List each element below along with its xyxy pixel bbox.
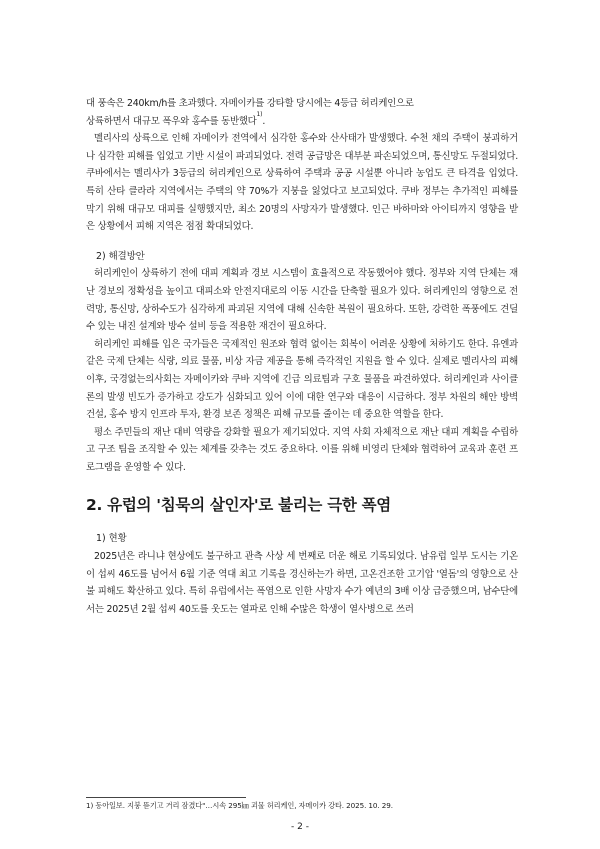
page-body bbox=[86, 95, 518, 618]
footnote-ref-1[interactable]: 1) bbox=[256, 110, 263, 118]
p1-end: . bbox=[262, 115, 266, 127]
subheading-status: 1) 현황 bbox=[96, 533, 127, 545]
paragraph-heatwave: 2025년은 라니냐 현상에도 불구하고 관측 사상 세 번째로 더운 해로 기록되었다. 남유럽 일부 도시는 기온이 섭씨 46도를 넘어서 6월 기준 역대 최고 기록을 경신하는가 하면, 고온건조한 고기압 '열돔'의 영향으로 산불 피해도 확산하고 있다. 특히 유럽에서는 폭염으로 인한 사망자 수가 예년의 3배 이상 급증했으며, 남수단에서는 2025년 2월 섭씨 40도를 웃도는 열파로 인해 수많은 학생이 열사병으로 쓰러 bbox=[86, 551, 518, 615]
p1-line1: 대 풍속은 240km/h를 초과했다. 자메이카를 강타할 당시에는 4등급 허리케인으로 bbox=[86, 98, 414, 109]
subheading-solutions: 2) 해결방안 bbox=[96, 250, 145, 262]
paragraph-solution-3: 평소 주민들의 재난 대비 역량을 강화할 필요가 제기되었다. 지역 사회 자체적으로 재난 대피 계획을 수립하고 구조 팀을 조직할 수 있는 체계를 갖추는 것도 중요하다. 이를 위해 비영리 단체와 협력하여 교육과 훈련 프로그램을 운영할 수 있다. bbox=[86, 426, 518, 473]
paragraph-solution-2: 허리케인 피해를 입은 국가들은 국제적인 원조와 협력 없이는 회복이 어려운 상황에 처하기도 한다. 유엔과 같은 국제 단체는 식량, 의료 물품, 비상 자금 제공을 통해 즉각적인 지원을 할 수 있다. 실제로 멜리사의 피해 이후, 국경없는의사회는 자메이카와 쿠바 지역에 긴급 의료팀과 구호 물품을 파견하였다. 허리케인과 사이클론의 발생 빈도가 증가하고 강도가 심화되고 있어 이에 대한 연구와 대응이 시급하다. 정부 차원의 해안 방벽 건설, 홍수 방지 인프라 투자, 환경 보존 정책은 피해 규모를 줄이는 데 중요한 역할을 한다. bbox=[86, 338, 518, 421]
p1-line2: 상륙하면서 대규모 폭우와 홍수를 동반했다 bbox=[86, 115, 257, 127]
paragraph-solution-1: 허리케인이 상륙하기 전에 대피 계획과 경보 시스템이 효율적으로 작동했어야 했다. 정부와 지역 단체는 재난 경보의 정확성을 높이고 대피소와 안전지대로의 이동 시간을 단축할 필요가 있다. 허리케인의 영향으로 전력망, 통신망, 상하수도가 심각하게 파괴된 지역에 대해 신속한 복원이 필요하다. 또한, 강력한 폭풍에도 견딜 수 있는 내진 설계와 방수 설비 등을 적용한 재건이 필요하다. bbox=[86, 268, 518, 333]
footnote-divider bbox=[86, 797, 246, 798]
paragraph-damage: 멜리사의 상륙으로 인해 자메이카 전역에서 심각한 홍수와 산사태가 발생했다. 수천 채의 주택이 붕괴하거나 심각한 피해를 입었고 기반 시설이 파괴되었다. 전력 공급망은 대부분 파손되었으며, 통신망도 두절되었다. 쿠바에서는 멜리사가 3등급의 허리케인으로 상륙하여 주택과 공공 시설뿐 아니라 농업도 큰 타격을 입었다. 특히 산타 클라라 지역에서는 주택의 약 70%가 지붕을 잃었다고 보고되었다. 쿠바 정부는 추가적인 피해를 막기 위해 대규모 대피를 실행했지만, 최소 20명의 사망자가 발생했다. 인근 바하마와 아이티까지 영향을 받은 상황에서 피해 지역은 점점 확대되었다. bbox=[86, 133, 518, 233]
section-title: 2. 유럽의 '침묵의 살인자'로 불리는 극한 폭염 bbox=[86, 496, 391, 515]
page-number: - 2 - bbox=[291, 822, 309, 832]
paragraph-continued bbox=[86, 95, 518, 130]
footnote: 1) 동아일보. 지붕 뜯기고 거리 잠겼다"…시속 295㎞ 괴물 허리케인, 자메이카 강타. 2025. 10. 29. bbox=[86, 801, 393, 810]
